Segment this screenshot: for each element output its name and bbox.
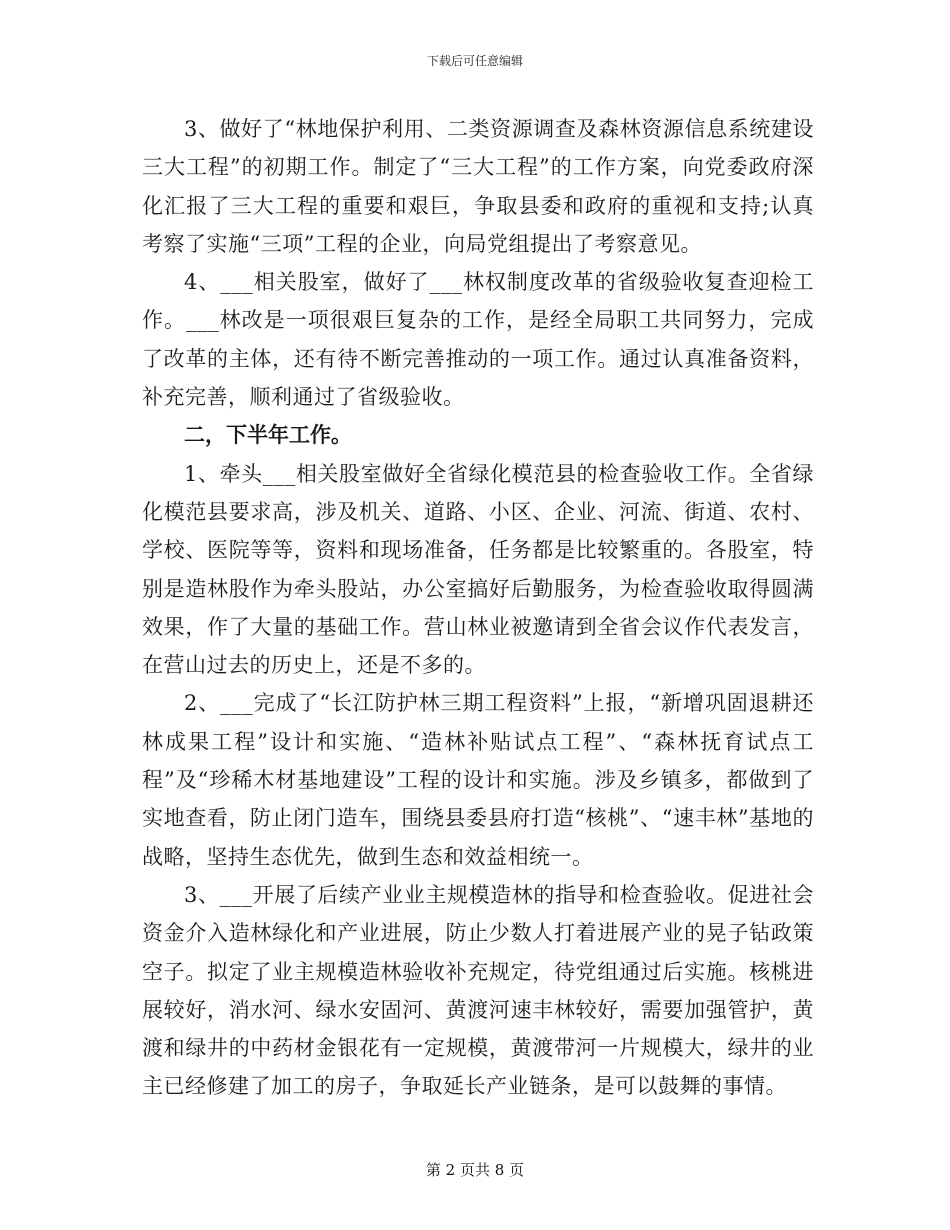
paragraph-item-3-first-half: 3、做好了“林地保护利用、二类资源调查及森林资源信息系统建设三大工程”的初期工作。制定了“三大工程”的工作方案，向党委政府深化汇报了三大工程的重要和艰巨，争取县委和政府的重视和支持;认真考察了实施“三项”工程的企业，向局党组提出了考察意见。 [142,117,814,256]
paragraph-item-4-first-half: 4、___相关股室，做好了___林权制度改革的省级验收复查迎检工作。___林改是一项很艰巨复杂的工作，是经全局职工共同努力，完成了改革的主体，还有待不断完善推动的一项工作。通过认真准备资料，补充完善，顺利通过了省级验收。 [142,270,814,410]
paragraph-item-1-second-half: 1、牵头___相关股室做好全省绿化模范县的检查验收工作。全省绿化模范县要求高，涉及机关、道路、小区、企业、河流、街道、农村、学校、医院等等，资料和现场准备，任务都是比较繁重的。各股室，特别是造林股作为牵头股站，办公室搞好后勤服务，为检查验收取得圆满效果，作了大量的基础工作。营山林业被邀请到全省会议作代表发言，在营山过去的历史上，还是不多的。 [142,461,814,678]
page-header: 下载后可任意编辑 [426,54,523,68]
document-body [142,110,814,1106]
page-footer: 第 2 页共 8 页 [425,1161,525,1179]
paragraph-item-2-second-half: 2、___完成了“长江防护林三期工程资料”上报，“新增巩固退耕还林成果工程”设计和实施、“造林补贴试点工程”、“森林抚育试点工程”及“珍稀木材基地建设”工程的设计和实施。涉及乡镇多，都做到了实地查看，防止闭门造车，围绕县委县府打造“核桃”、“速丰林”基地的战略，坚持生态优先，做到生态和效益相统一。 [142,691,814,869]
section-heading-second-half: 二，下半年工作。 [184,422,352,448]
paragraph-item-3-second-half: 3、___开展了后续产业业主规模造林的指导和检查验收。促进社会资金介入造林绿化和产业进展，防止少数人打着进展产业的晃子钻政策空子。拟定了业主规模造林验收补充规定，待党组通过后实施。核桃进展较好，消水河、绿水安固河、黄渡河速丰林较好，需要加强管护，黄渡和绿井的中药材金银花有一定规模，黄渡带河一片规模大，绿井的业主已经修建了加工的房子，争取延长产业链条，是可以鼓舞的事情。 [142,882,814,1099]
